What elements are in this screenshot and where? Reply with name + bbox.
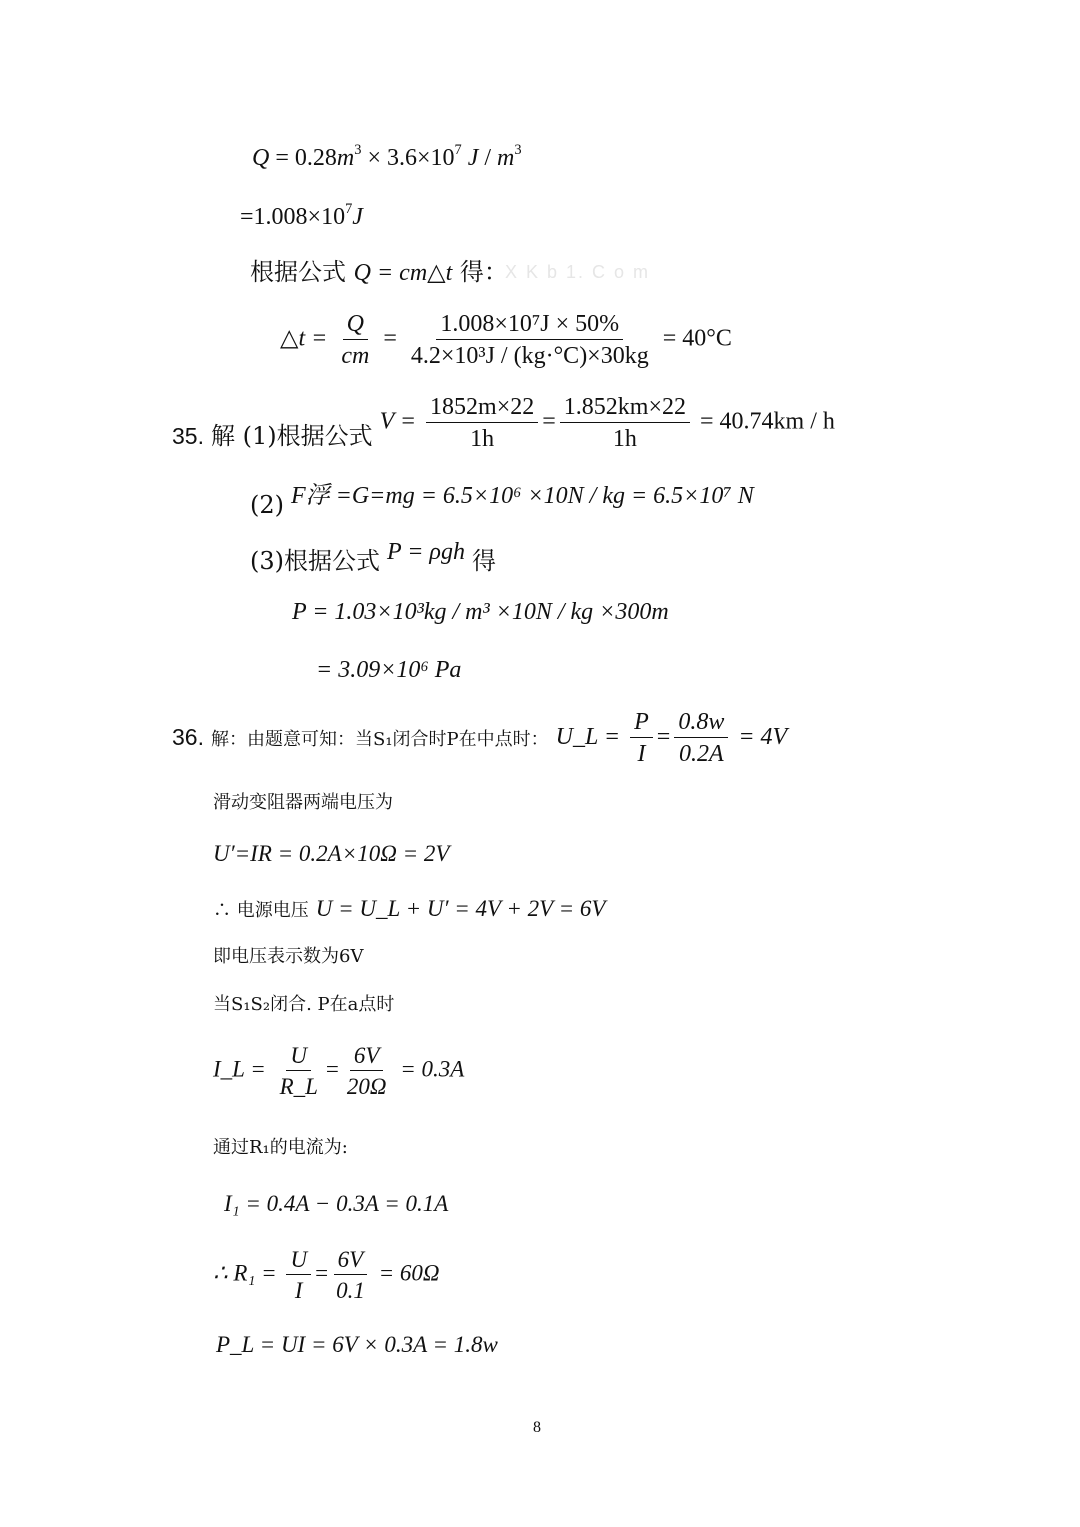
- q35-pressure-intro: (3)根据公式 P = ρgh 得: [250, 539, 496, 575]
- q36-rheostat-voltage: U′=IR = 0.2A×10Ω = 2V: [213, 841, 450, 866]
- q36-condition-s1s2: 当S₁S₂闭合. P在a点时: [213, 994, 395, 1015]
- q35-pressure-calc: P = 1.03×10³kg / m³ ×10N / kg ×300m: [292, 599, 669, 625]
- q34-line-heat-result: $=1.008\times 10^7J$: [240, 201, 363, 230]
- q36-lamp-current: I_L = $\frac{U}{R\_L}$ = $\frac{6V}{20\Omega}$ = 0.3A: [213, 1043, 465, 1099]
- q35-number: 35.: [172, 423, 204, 449]
- q35-speed-line: 35. 解 (1)根据公式 V = $\frac{1852m\times 22}{1h}$ = $\frac{1.852km\times 22}{1h}$ = 40.74km / h: [172, 394, 835, 452]
- q34-temp-change: △t = $\frac{Q}{cm}$ = $\frac{\text{1.008×10⁷J × 50\%}}{\text{4.2×10³J / (kg·°C)×30kg}}$ = 40°C: [280, 311, 732, 369]
- q36-lamp-power: P_L = UI = 6V × 0.3A = 1.8w: [216, 1332, 498, 1357]
- q36-voltmeter-reading: 即电压表示数为6V: [213, 946, 364, 967]
- q36-r1-current-label: 通过R₁的电流为:: [213, 1137, 348, 1158]
- watermark: X K b 1. C o m: [505, 262, 651, 282]
- q36-source-voltage: ∴ 电源电压 U = U_L + U′ = 4V + 2V = 6V: [213, 896, 606, 921]
- q36-intro-line: 36. 解：由题意可知：当S₁闭合时P在中点时： U_L = $\frac{P}{I}$ = $\frac{0.8w}{0.2A}$ = 4V: [172, 709, 788, 767]
- q36-rheostat-label: 滑动变阻器两端电压为: [213, 792, 393, 813]
- q36-r1-current: I₁ = 0.4A − 0.3A = 0.1A: [224, 1191, 449, 1216]
- page-number: 8: [533, 1419, 541, 1436]
- q34-line-heat: $Q = 0.28m^3 \times 3.6\times 10^7$ J / $m^3$: [252, 142, 522, 171]
- q36-r1-resistance: ∴ R₁ = $\frac{U}{I}$ = $\frac{6V}{0.1}$ = 60Ω: [213, 1247, 440, 1303]
- q36-number: 36.: [172, 724, 204, 750]
- q34-formula-intro: 根据公式 Q = cm△t 得：: [250, 258, 508, 286]
- q35-buoyancy-line: (2) F浮 =G=mg = 6.5×10⁶ ×10N / kg = 6.5×10⁷ N: [250, 483, 754, 519]
- q35-pressure-result: = 3.09×10⁶ Pa: [316, 657, 462, 683]
